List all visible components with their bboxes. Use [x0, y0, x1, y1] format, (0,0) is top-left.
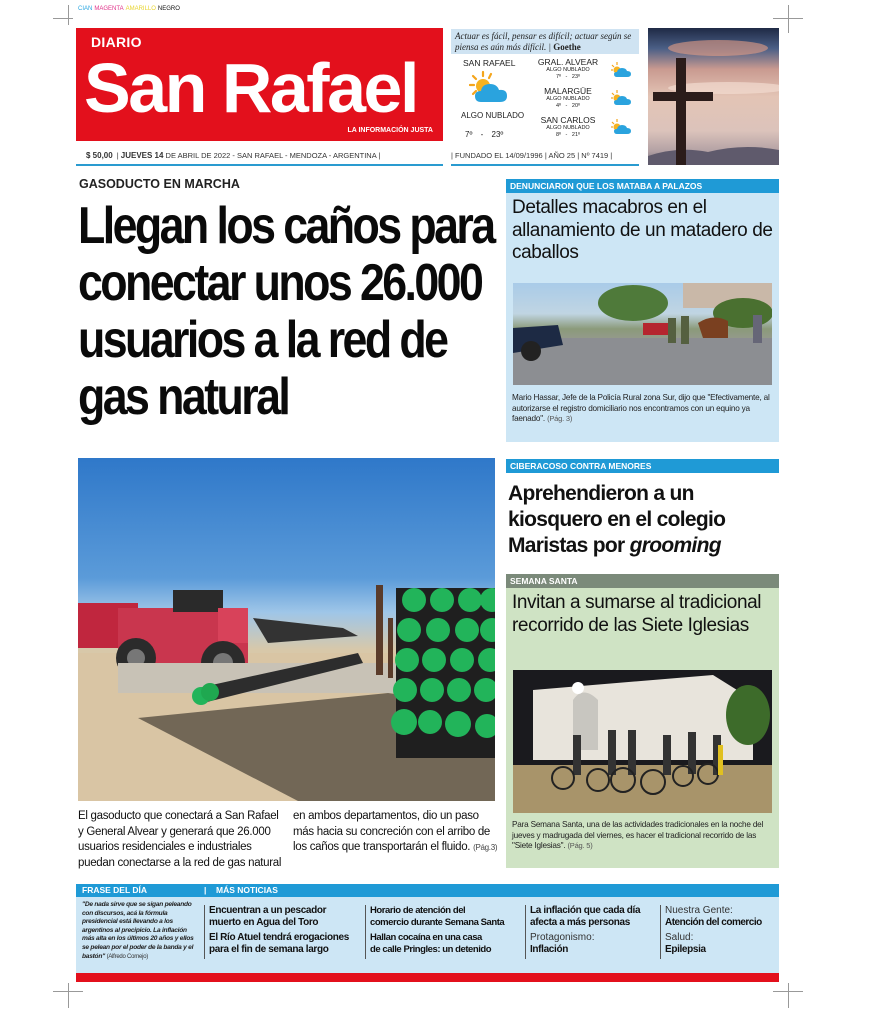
cross-illustration — [648, 28, 779, 165]
price: $ 50,00 — [86, 151, 113, 160]
partly-cloudy-icon — [611, 119, 633, 135]
crop-mark — [53, 18, 73, 19]
temp-min: 8º — [555, 131, 562, 138]
temp-max: 21º — [571, 131, 581, 138]
quote-text: Actuar es fácil, pensar es difícil; actuar según se piensa es aún más difícil. — [455, 31, 632, 52]
weather-main-city: SAN RAFAEL — [463, 58, 516, 68]
weather-main-condition: ALGO NUBLADO — [461, 111, 525, 120]
temp-min: 7º — [465, 130, 473, 139]
story-kicker: SEMANA SANTA — [506, 574, 779, 588]
lead-headline[interactable]: Llegan los caños para conectar unos 26.000 usuarios a la red de gas natural — [78, 198, 494, 426]
news-line: Hallan cocaína en una casa — [370, 932, 482, 943]
partly-cloudy-icon — [611, 62, 633, 78]
story-siete-iglesias[interactable] — [506, 574, 779, 868]
story-photo-church-bikes[interactable] — [513, 670, 772, 813]
news-line: para el fin de semana largo — [209, 943, 329, 955]
weather-main-temps — [465, 130, 503, 140]
weather-city-name: GRAL. ALVEAR — [537, 57, 599, 67]
crop-mark — [68, 983, 69, 1008]
masthead-title: San Rafael — [84, 49, 417, 127]
horses-illustration — [513, 283, 772, 385]
lead-kicker: GASODUCTO EN MARCHA — [79, 177, 240, 191]
news-item[interactable] — [370, 905, 522, 928]
bottom-strip — [76, 897, 779, 973]
news-column-3 — [525, 905, 657, 959]
color-registration-labels — [78, 5, 182, 13]
weather-city-san-carlos — [535, 116, 601, 138]
frase-author: (Alfredo Cornejo) — [106, 953, 149, 960]
edition-number: Nº 7419 — [581, 151, 609, 160]
quote-of-day — [451, 29, 639, 54]
news-item[interactable] — [370, 932, 522, 955]
news-line: Horario de atención del — [370, 905, 466, 916]
section-label: Nuestra Gente: — [665, 905, 733, 916]
frase-label: FRASE DEL DÍA — [82, 885, 148, 895]
news-column-1 — [204, 905, 362, 959]
story-caption-text: Para Semana Santa, una de las actividades tradicionales en la noche del jueves y madrugada del viernes, es hacer el tradicional recorrido de las "Siete Iglesias". — [512, 820, 764, 850]
church-illustration — [513, 670, 772, 813]
color-label-magenta: MAGENTA — [94, 6, 124, 12]
story-headline[interactable]: Detalles macabros en el allanamiento de un matadero de caballos — [512, 197, 773, 263]
weather-city-temps — [535, 132, 601, 139]
weather-city-temps — [535, 74, 601, 81]
bottom-strip-header — [76, 884, 779, 897]
story-headline-text: Aprehendieron a un kiosquero en el colegio Maristas por — [508, 482, 726, 557]
news-column-4 — [660, 905, 778, 959]
cross-photo[interactable] — [648, 28, 779, 165]
weather-city-condition: ALGO NUBLADO — [546, 125, 590, 131]
weather-panel — [451, 56, 639, 146]
story-horse-slaughterhouse[interactable] — [506, 179, 779, 442]
weather-city-gral-alvear — [535, 58, 601, 80]
date-bar: $ 50,00 | JUEVES 14 DE ABRIL DE 2022 - SAN RAFAEL - MENDOZA - ARGENTINA | — [76, 150, 443, 166]
footer-red-band — [76, 973, 779, 982]
founded-date: FUNDADO EL 14/09/1996 — [455, 151, 543, 160]
partly-cloudy-icon — [611, 90, 633, 106]
news-line: comercio durante Semana Santa — [370, 916, 505, 928]
edition-year: AÑO 25 — [548, 151, 576, 160]
section-label: Protagonismo: — [530, 932, 595, 943]
weather-city-temps — [535, 103, 601, 110]
weather-city-name: MALARGÜE — [544, 86, 592, 96]
weather-city-condition: ALGO NUBLADO — [546, 96, 590, 102]
news-line: de calle Pringles: un detenido — [370, 943, 492, 955]
lead-photo-pipes[interactable] — [78, 458, 495, 801]
story-headline[interactable]: Invitan a sumarse al tradicional recorrido de las Siete Iglesias — [512, 592, 762, 636]
quote-separator: | — [548, 41, 551, 52]
temp-max: 23º — [571, 73, 581, 80]
frase-text: "De nada sirve que se sigan peleando con discursos, acá la fórmula presidencial está llevando a los argentinos al precipicio. La inflación más alta en los últimos 20 años y ellos se pelean por el poder de la banda y el bastón" — [82, 901, 194, 960]
weather-city-condition: ALGO NUBLADO — [546, 67, 590, 73]
story-caption — [506, 393, 779, 425]
story-page-ref[interactable]: (Pág. 3) — [547, 414, 573, 423]
section-label: Salud: — [665, 932, 694, 943]
news-line: Encuentran a un pescador — [209, 905, 327, 916]
news-line: muerto en Agua del Toro — [209, 916, 319, 928]
news-line: La inflación que cada día — [530, 905, 641, 916]
frase-del-dia — [82, 901, 200, 971]
strip-divider: | — [204, 885, 207, 895]
section-title[interactable]: Epilepsia — [665, 943, 706, 955]
partly-cloudy-icon — [469, 70, 513, 111]
story-kicker: CIBERACOSO CONTRA MENORES — [506, 459, 779, 473]
news-line: El Río Atuel tendrá erogaciones — [209, 932, 349, 943]
section-title[interactable]: Inflación — [530, 943, 568, 955]
story-headline-emphasis: grooming — [629, 534, 721, 557]
lead-body-text: El gasoducto que conectará a San Rafael y General Alvear y generará que 26.000 usuarios residenciales e industriales puedan conectarse a la red de gas natural en ambos departamentos, dio un paso más hacia su concreción con el arribo de los caños que transportarán el fluido. — [78, 810, 491, 869]
crop-mark — [788, 983, 789, 1008]
temp-dash: - — [480, 130, 484, 139]
temp-dash: - — [565, 131, 568, 138]
story-caption — [506, 820, 779, 852]
news-item[interactable] — [209, 932, 362, 955]
story-grooming[interactable] — [506, 459, 779, 571]
lead-headline-container — [78, 198, 500, 450]
temp-dash: - — [565, 73, 568, 80]
quote-author: Goethe — [553, 41, 581, 52]
story-page-ref[interactable]: (Pág. 5) — [567, 841, 593, 850]
color-label-cyan: CIAN — [78, 6, 93, 12]
story-caption-text: Mario Hassar, Jefe de la Policía Rural zona Sur, dijo que "Efectivamente, al autorizarse el registro domiciliario nos encontramos con un equino ya faenado". — [512, 393, 770, 423]
weather-city-malargue — [535, 87, 601, 109]
temp-max: 20º — [571, 102, 581, 109]
news-line: afecta a más personas — [530, 916, 630, 928]
masthead-pre-title: DIARIO — [91, 34, 142, 50]
masthead-tagline: LA INFORMACIÓN JUSTA — [347, 127, 433, 134]
crop-mark — [788, 5, 789, 33]
pipes-illustration — [78, 458, 495, 801]
temp-dash: - — [565, 102, 568, 109]
story-headline[interactable] — [506, 473, 779, 559]
temp-max: 23º — [491, 130, 504, 139]
mas-noticias-label: MÁS NOTICIAS — [216, 885, 278, 895]
story-photo-horses[interactable] — [513, 283, 772, 385]
lead-page-ref[interactable]: (Pág.3) — [473, 843, 498, 852]
temp-min: 7º — [555, 73, 562, 80]
temp-min: 4º — [555, 102, 562, 109]
color-label-black: NEGRO — [157, 6, 180, 12]
lead-body — [78, 809, 500, 875]
news-item[interactable] — [530, 905, 657, 928]
story-kicker: DENUNCIARON QUE LOS MATABA A PALAZOS — [506, 179, 779, 193]
news-column-2 — [365, 905, 522, 959]
weekday-day: JUEVES 14 — [120, 151, 164, 160]
date-location: DE ABRIL DE 2022 - SAN RAFAEL - MENDOZA - ARGENTINA — [165, 151, 377, 160]
edition-bar: | FUNDADO EL 14/09/1996 | AÑO 25 | Nº 7419 | — [451, 150, 639, 166]
weather-city-name: SAN CARLOS — [540, 115, 596, 125]
color-label-yellow: AMARILLO — [125, 6, 156, 12]
crop-mark — [68, 5, 69, 25]
news-item[interactable] — [209, 905, 362, 928]
section-title[interactable]: Atención del comercio — [665, 916, 762, 928]
masthead-logo[interactable] — [76, 28, 443, 141]
